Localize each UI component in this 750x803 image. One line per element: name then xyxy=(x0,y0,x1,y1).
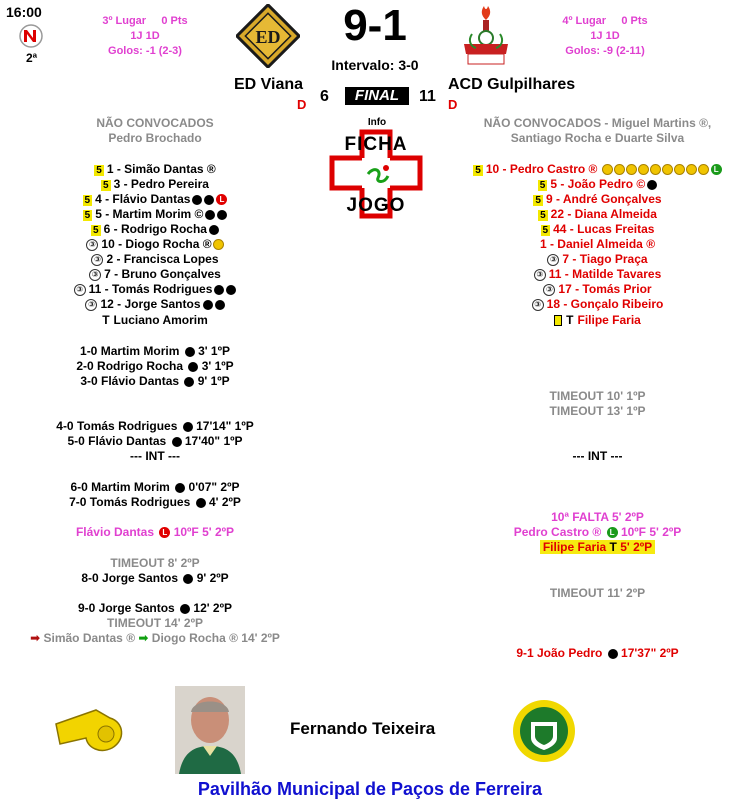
away-timeout: TIMEOUT 11' 2ºP xyxy=(549,586,646,600)
goal-icon xyxy=(217,210,227,220)
home-event: 9-0 Jorge Santos 12' 2ºP xyxy=(78,601,232,615)
goal-icon xyxy=(205,210,215,220)
away-player[interactable]: ③ 18 - Gonçalo Ribeiro xyxy=(445,297,750,312)
goal-icon xyxy=(647,180,657,190)
home-event: 1-0 Martim Morim 3' 1ºP xyxy=(80,344,230,358)
home-event: 4-0 Tomás Rodrigues 17'14" 1ºP xyxy=(56,419,254,433)
home-substitution: ➡ Simão Dantas ® ➡ Diogo Rocha ® 14' 2ºP xyxy=(30,631,280,645)
away-player[interactable]: ③ 17 - Tomás Prior xyxy=(445,282,750,297)
yellow-card-icon xyxy=(213,239,224,250)
yellow-card-icon xyxy=(554,315,562,326)
home-not-called-title: NÃO CONVOCADOS xyxy=(96,116,214,130)
venue-name[interactable]: Pavilhão Municipal de Paços de Ferreira xyxy=(197,779,543,799)
home-form: D xyxy=(297,97,307,112)
info-label: Info xyxy=(367,117,387,128)
interval-marker: --- INT --- xyxy=(572,449,623,463)
halftime-score: Intervalo: 3-0 xyxy=(331,57,419,73)
away-player[interactable]: 5 22 - Diana Almeida xyxy=(540,207,657,221)
away-foul-event: Pedro Castro ® L 10ºF 5' 2ºP xyxy=(513,525,682,539)
goal-icon xyxy=(215,300,225,310)
home-player[interactable]: 5 1 - Simão Dantas ® xyxy=(96,162,216,176)
status-badge: FINAL xyxy=(345,87,409,105)
home-player[interactable]: ③ 2 - Francisca Lopes xyxy=(0,252,310,267)
away-player[interactable]: ③ 11 - Matilde Tavares xyxy=(445,267,750,282)
jogo-label: JOGO xyxy=(346,195,406,216)
away-team-logo[interactable] xyxy=(458,4,514,70)
home-team-name[interactable]: ED Viana xyxy=(234,76,304,93)
goal-icon xyxy=(214,285,224,295)
home-player[interactable]: ③ 10 - Diogo Rocha ® xyxy=(0,237,310,252)
home-fouls: 6 xyxy=(320,88,329,105)
sub-in-icon: ➡ xyxy=(138,631,149,645)
home-not-called: Pedro Brochado xyxy=(108,131,202,145)
final-score: 9-1 xyxy=(343,1,407,50)
interval-marker: --- INT --- xyxy=(130,449,180,463)
away-team-name[interactable]: ACD Gulpilhares xyxy=(448,76,576,93)
goal-icon xyxy=(209,225,219,235)
goal-icon xyxy=(226,285,236,295)
home-timeout: TIMEOUT 8' 2ºP xyxy=(110,556,200,570)
round-number: 2ª xyxy=(26,51,38,65)
whistle-icon xyxy=(50,704,130,756)
green-foul-icon: L xyxy=(711,164,722,175)
away-timeout: TIMEOUT 13' 1ºP xyxy=(549,404,646,418)
home-player[interactable]: 5 4 - Flávio Dantas L xyxy=(0,192,310,207)
away-player[interactable]: ③ 7 - Tiago Praça xyxy=(445,252,750,267)
goal-icon xyxy=(203,300,213,310)
coach-icon: T xyxy=(566,313,574,327)
away-foul-count: 10ª FALTA 5' 2ºP xyxy=(551,510,644,524)
home-player[interactable]: 5 5 - Martim Morim © xyxy=(0,207,310,222)
away-standings: 4º Lugar 0 Pts 1J 1D Golos: -9 (2-11) xyxy=(562,15,648,57)
home-player[interactable]: ③ 11 - Tomás Rodrigues xyxy=(0,282,310,297)
svg-text:ED: ED xyxy=(255,27,281,47)
home-standings: 3º Lugar 0 Pts 1J 1D Golos: -1 (2-3) xyxy=(102,15,188,57)
home-event: 2-0 Rodrigo Rocha 3' 1ºP xyxy=(76,359,234,373)
match-sheet-button[interactable] xyxy=(328,128,424,220)
home-event: 3-0 Flávio Dantas 9' 1ºP xyxy=(80,374,230,388)
coach-icon: T xyxy=(102,313,110,327)
away-player[interactable]: 5 5 - João Pedro © xyxy=(445,177,750,192)
away-not-called-1: NÃO CONVOCADOS - Miguel Martins ®, xyxy=(483,116,712,130)
match-time: 16:00 xyxy=(6,4,42,20)
away-player[interactable]: 1 - Daniel Almeida ® xyxy=(539,237,656,251)
competition-logo xyxy=(18,24,46,48)
home-player[interactable]: ③ 7 - Bruno Gonçalves xyxy=(0,267,310,282)
referee-name[interactable]: Fernando Teixeira xyxy=(290,719,436,738)
away-form: D xyxy=(448,97,458,112)
away-fouls: 11 xyxy=(419,88,436,105)
sub-out-icon: ➡ xyxy=(30,631,41,645)
away-coach[interactable]: T Filipe Faria xyxy=(445,313,750,328)
red-foul-icon: L xyxy=(216,194,227,205)
away-timeout: TIMEOUT 10' 1ºP xyxy=(549,389,646,403)
away-player[interactable]: 5 44 - Lucas Freitas xyxy=(542,222,655,236)
home-event: 8-0 Jorge Santos 9' 2ºP xyxy=(81,571,229,585)
home-timeout: TIMEOUT 14' 2ºP xyxy=(107,616,203,630)
away-not-called-2: Santiago Rocha e Duarte Silva xyxy=(510,131,685,145)
away-player[interactable]: 5 9 - André Gonçalves xyxy=(535,192,662,206)
home-event: 7-0 Tomás Rodrigues 4' 2ºP xyxy=(69,495,241,509)
home-foul-event: Flávio Dantas L 10ºF 5' 2ºP xyxy=(75,525,235,539)
away-player[interactable]: 5 10 - Pedro Castro ® L xyxy=(445,162,750,177)
goal-icon xyxy=(192,195,202,205)
home-team-logo[interactable] xyxy=(236,4,300,68)
home-event: 5-0 Flávio Dantas 17'40" 1ºP xyxy=(67,434,243,448)
home-coach[interactable]: T Luciano Amorim xyxy=(102,313,208,327)
referee-photo xyxy=(175,686,245,774)
association-logo xyxy=(511,698,577,764)
away-card-event: Filipe Faria T 5' 2ºP xyxy=(445,540,750,555)
ficha-label: FICHA xyxy=(344,134,408,155)
away-event: 9-1 João Pedro 17'37" 2ºP xyxy=(516,646,679,660)
home-event: 6-0 Martim Morim 0'07" 2ºP xyxy=(70,480,240,494)
goal-icon xyxy=(204,195,214,205)
home-player[interactable]: 5 3 - Pedro Pereira xyxy=(103,177,209,191)
home-player[interactable]: ③ 12 - Jorge Santos xyxy=(0,297,310,312)
home-player[interactable]: 5 6 - Rodrigo Rocha xyxy=(0,222,310,237)
